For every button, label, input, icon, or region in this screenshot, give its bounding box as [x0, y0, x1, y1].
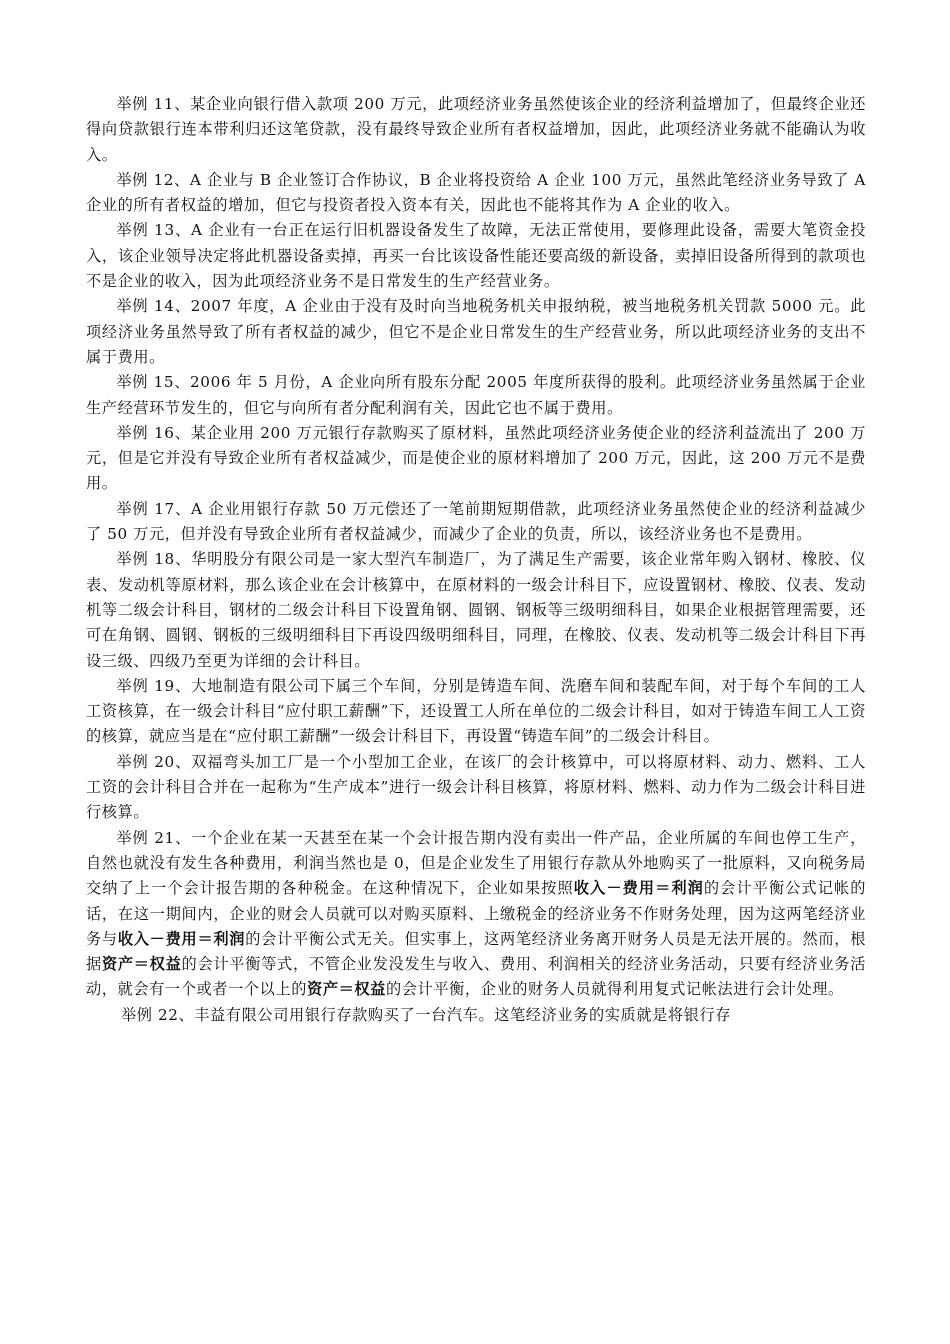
example-21-text-f: 的会计平衡，企业的财务人员就得利用复式记帐法进行会计处理。	[385, 980, 844, 999]
example-21-text-c: 的会计平衡公式记帐的话，在这一期间内，企业的财会人员就可以对购买原料、上缴税金的经济业务不作财务处理，因为这两笔经济业务与	[86, 879, 866, 948]
example-12: 举例 12、A 企业与 B 企业签订合作协议，B 企业将投资给 A 企业 100 万元，虽然此笔经济业务导致了 A 企业的所有者权益的增加，但它与投资者投入资本有关，因此也不能将其作为 A 企业的收入。	[86, 170, 866, 215]
example-21-text-d: 的会计平衡公式无关。但实事上，这两笔经济业务离开财务人员是无法开展的。然而，根据	[86, 929, 866, 974]
example-11: 举例 11、某企业向银行借入款项 200 万元，此项经济业务虽然使该企业的经济利益增加了，但最终企业还得向贷款银行连本带利归还这笔贷款，没有最终导致企业所有者权益增加，因此，此项经济业务就不能确认为收入。	[86, 95, 866, 164]
example-22: 举例 22、丰益有限公司用银行存款购买了一台汽车。这笔经济业务的实质就是将银行存	[120, 1005, 732, 1024]
formula-income-expense-profit-2: 收入－费用＝利润	[117, 929, 246, 948]
example-14: 举例 14、2007 年度，A 企业由于没有及时向当地税务机关申报纳税，被当地税务机关罚款 5000 元。此项经济业务虽然导致了所有者权益的减少，但它不是企业日常发生的生产经营业务，所以此项经济业务的支出不属于费用。	[86, 297, 866, 366]
formula-assets-equity: 资产＝权益	[101, 955, 182, 974]
example-21-text-a: 举例 21、一个企业在某一天甚至在某一个会计报告期内没有卖出一件产品，企业所属的车间也停工生产，自然也就没有发生各种费用，利润当然也是 0，但是企业发生了用银行存款从外地购买了一批原料，又向税务局交纳了上一个会计报告期的各种税金。在这种情况下，企业如果按照	[86, 828, 866, 898]
example-15: 举例 15、2006 年 5 月份，A 企业向所有股东分配 2005 年度所获得的股利。此项经济业务虽然属于企业生产经营环节发生的，但它与向所有者分配利润有关，因此它也不属于费用。	[86, 373, 866, 417]
example-18: 举例 18、华明股分有限公司是一家大型汽车制造厂，为了满足生产需要，该企业常年购入钢材、橡胶、仪表、发动机等原材料，那么该企业在会计核算中，在原材料的一级会计科目下，应设置钢材、橡胶、仪表、发动机等二级会计科目，钢材的二级会计科目下设置角钢、圆钢、钢板等三级明细科目，如果企业根据管理需要，还可在角钢、圆钢、钢板的三级明细科目下再设四级明细科目，同理，在橡胶、仪表、发动机等二级会计科目下再设三级、四级乃至更为详细的会计科目。	[86, 550, 866, 670]
formula-income-expense-profit: 收入－费用＝利润	[573, 879, 704, 898]
example-16: 举例 16、某企业用 200 万元银行存款购买了原材料，虽然此项经济业务使企业的经济利益流出了 200 万元，但是它并没有导致企业所有者权益减少，而是使企业的原材料增加了 200 万元，因此，这 200 万元不是费用。	[86, 423, 866, 493]
example-21-text-e: 的会计平衡等式，不管企业发没发生与收入、费用、利润相关的经济业务活动，只要有经济业务活动，就会有一个或者一个以上的	[86, 955, 866, 999]
example-20: 举例 20、双福弯头加工厂是一个小型加工企业，在该厂的会计核算中，可以将原材料、动力、燃料、工人工资的会计科目合并在一起称为“生产成本”进行一级会计科目核算，将原材料、燃料、动力作为二级会计科目进行核算。	[86, 752, 866, 822]
example-19: 举例 19、大地制造有限公司下属三个车间，分别是铸造车间、洗磨车间和装配车间，对于每个车间的工人工资核算，在一级会计科目“应付职工薪酬”下，还设置工人所在单位的二级会计科目，如对于铸造车间工人工资的核算，就应当是在“应付职工薪酬”一级会计科目下，再设置“铸造车间”的二级会计科目。	[86, 676, 866, 746]
example-21	[86, 826, 866, 1003]
document-page	[86, 92, 866, 1028]
formula-assets-equity-2: 资产＝权益	[307, 980, 386, 999]
example-13: 举例 13、A 企业有一台正在运行旧机器设备发生了故障，无法正常使用，要修理此设备，需要大笔资金投入，该企业领导决定将此机器设备卖掉，再买一台比该设备性能还要高级的新设备，卖掉旧设备所得到的款项也不是企业的收入，因为此项经济业务不是日常发生的生产经营业务。	[86, 221, 866, 291]
example-17: 举例 17、A 企业用银行存款 50 万元偿还了一笔前期短期借款，此项经济业务虽然使企业的经济利益减少了 50 万元，但并没有导致企业所有者权益减少，而减少了企业的负责，所以，该经济业务也不是费用。	[86, 499, 866, 544]
